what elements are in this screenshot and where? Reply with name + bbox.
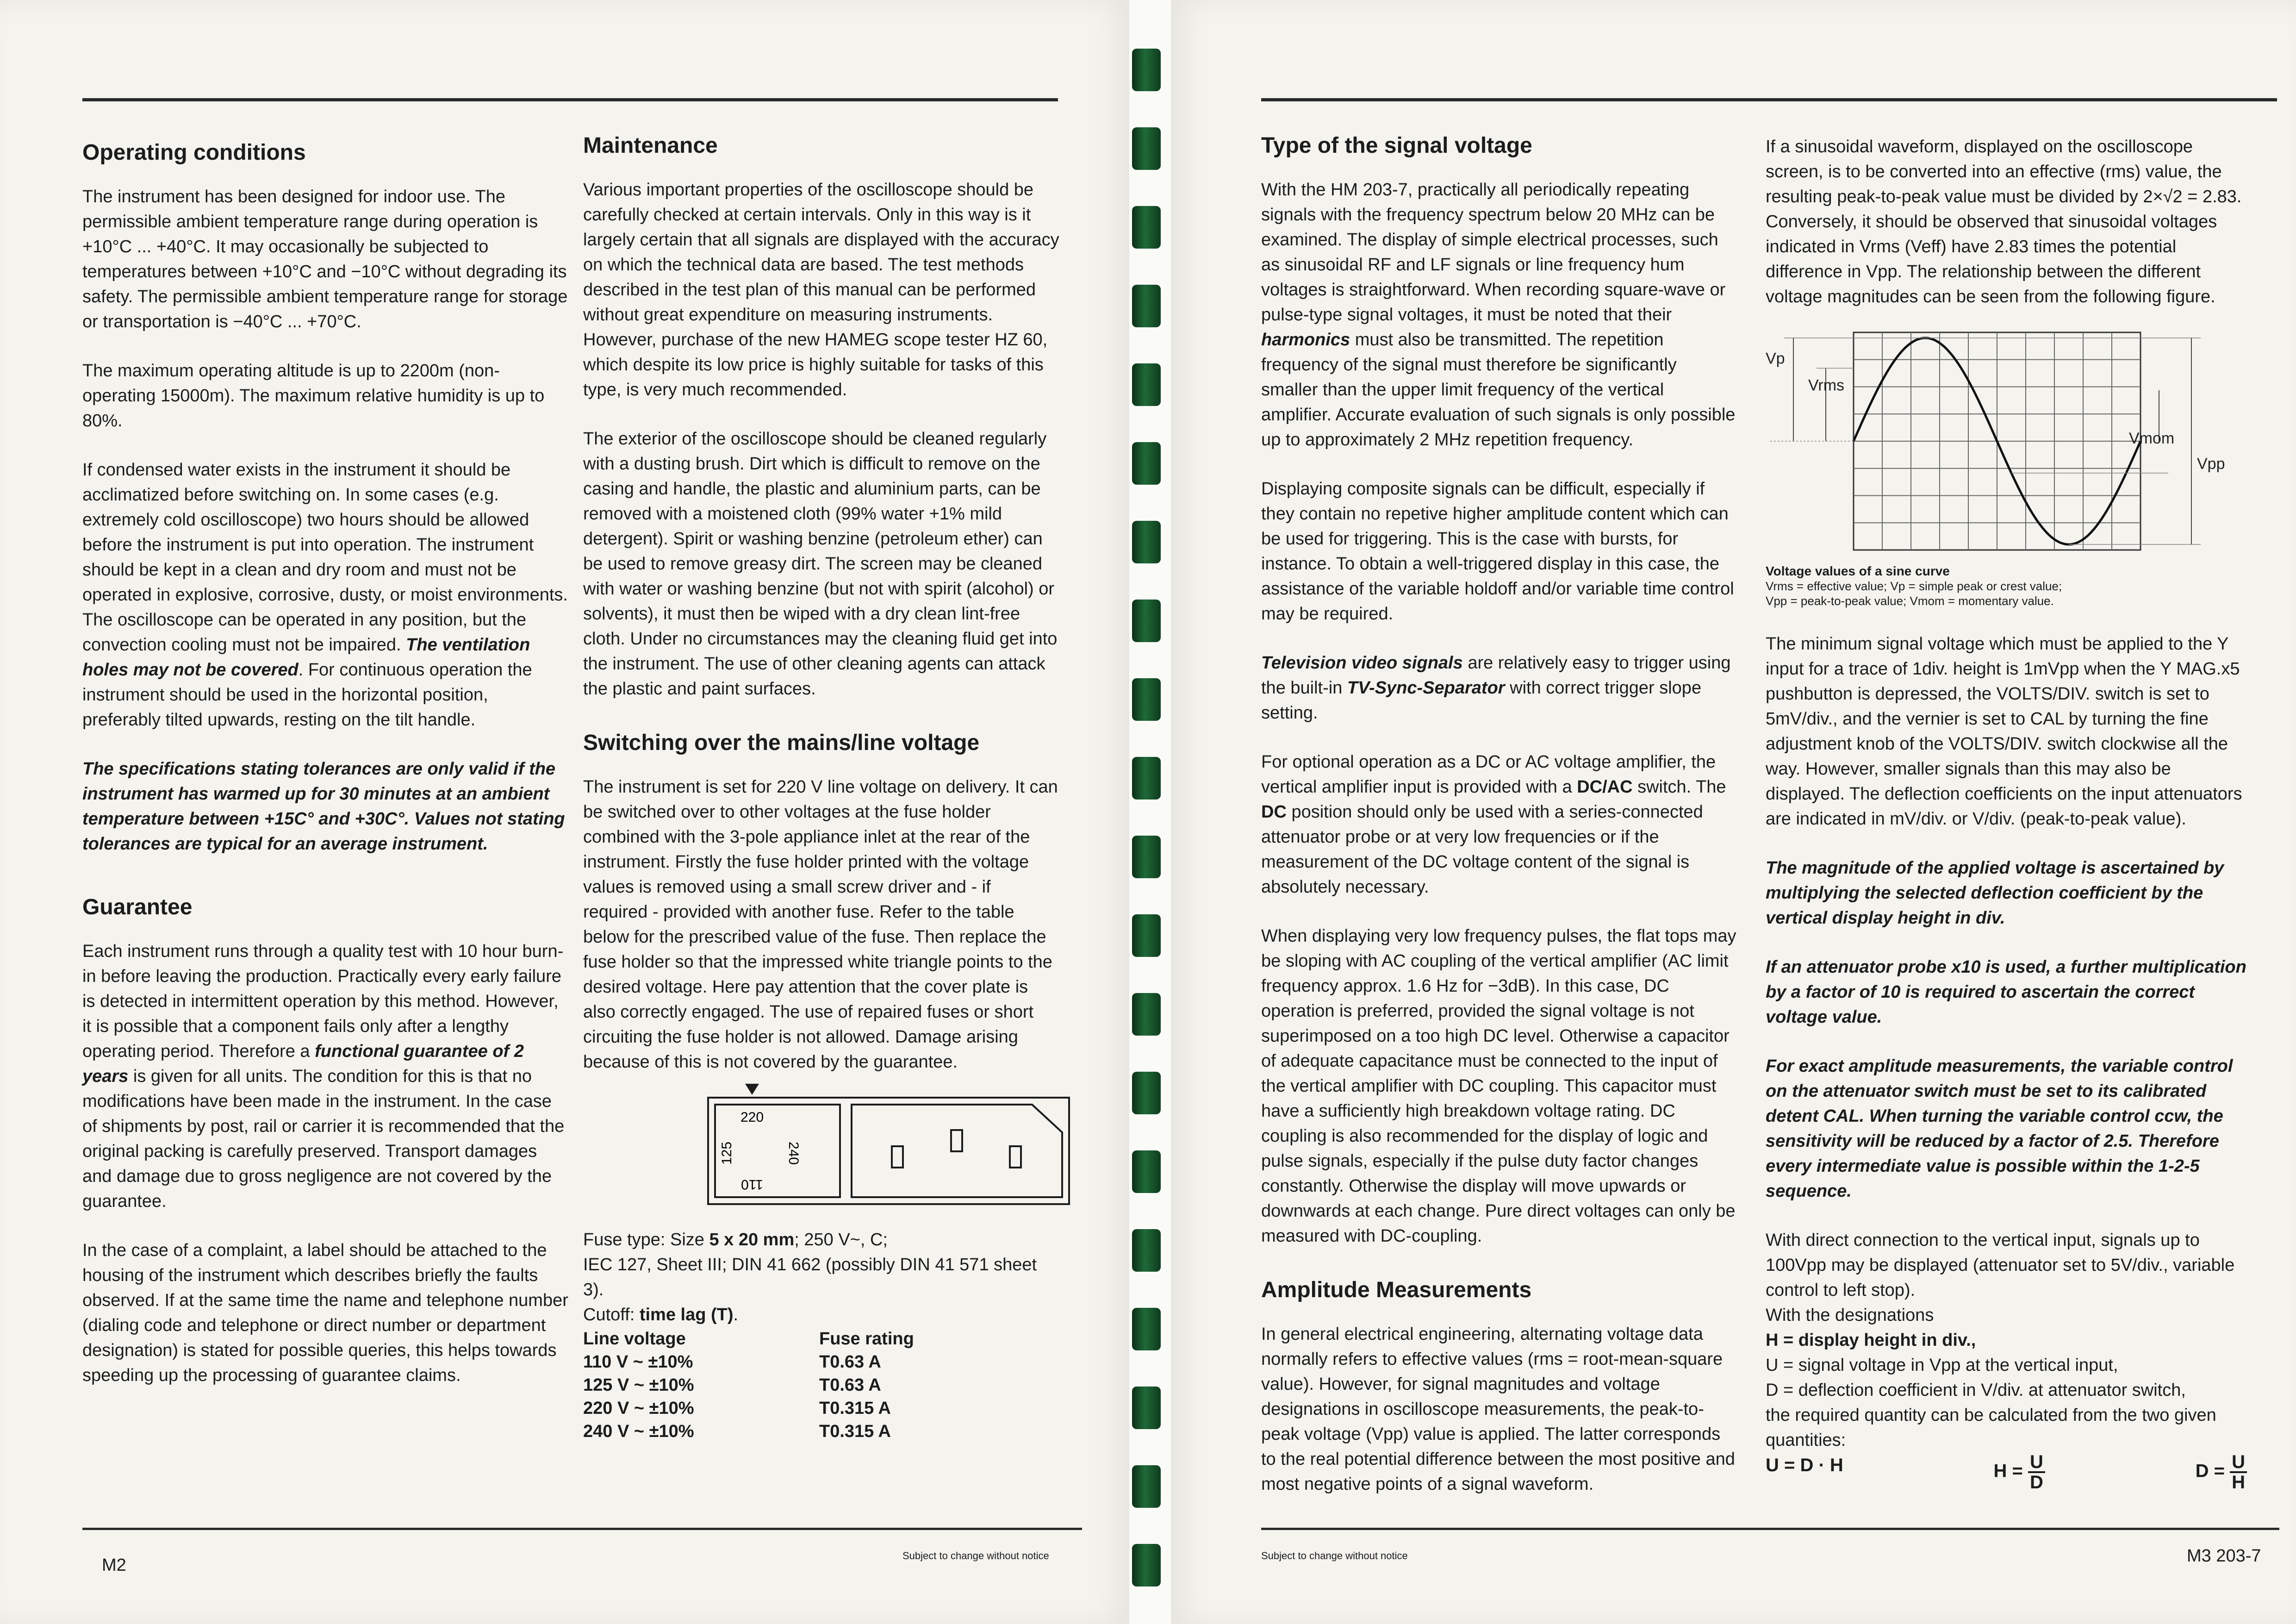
binder-ring-icon — [1132, 1072, 1161, 1114]
heading-signal-type: Type of the signal voltage — [1261, 133, 1532, 158]
table-row: 240 V ~ ±10% T0.315 A — [583, 1422, 891, 1441]
amplitude-paragraph-1: In general electrical engineering, alternating voltage data normally refers to effective values (rms = root-mean-square value). However, for signal magnitudes and voltage designations in oscilloscope measurements, the peak-to-peak voltage (Vpp) value is applied. The latter corresponds to the real potential difference between the most positive and most negative points of a signal waveform. — [1261, 1324, 1735, 1494]
col2-paragraph-2: The minimum signal voltage which must be applied to the Y input for a trace of 1div. height is 1mVpp when the Y MAG.x5 pushbutton is depressed, the VOLTS/DIV. switch is set to 5mV/div., and the vernier is set to CAL by turning the fine adjustment knob of the VOLTS/DIV. switch clockwise all the way. However, smaller signals than this may also be displayed. The deflection coefficients on the input attenuators are indicated in mV/div. or V/div. (peak-to-peak value). — [1766, 634, 2242, 829]
heading-switching: Switching over the mains/line voltage — [583, 731, 980, 755]
table-row: 220 V ~ ±10% T0.315 A — [583, 1399, 891, 1418]
footer-notice: Subject to change without notice — [902, 1550, 1049, 1562]
designation-u: U = signal voltage in Vpp at the vertical input, — [1766, 1355, 2118, 1375]
binder-ring-icon — [1132, 285, 1161, 327]
left-page — [0, 0, 1129, 1624]
binder-ring-icon — [1132, 363, 1161, 406]
operating-paragraph-4: The specifications stating tolerances are only valid if the instrument has warmed up for 30 minutes at an ambient temperature between +15C° and +30C°. Values not stating tolerances are typical for an average instrument. — [82, 759, 565, 854]
inlet-pin-left-icon — [892, 1146, 903, 1168]
maintenance-paragraph-1: Various important properties of the oscilloscope should be carefully checked at certain intervals. Only in this way is it largely certain that all signals are displayed with the accuracy on which the technical data are based. The test methods described in the test plan of this manual can be performed without great expenditure on measuring instruments. However, purchase of the new HAMEG scope tester HZ 60, which despite its low price is highly suitable for tasks of this type, is very much recommended. — [583, 180, 1059, 400]
heading-amplitude: Amplitude Measurements — [1261, 1278, 1532, 1302]
caption-title: Voltage values of a sine curve — [1766, 564, 1950, 578]
maintenance-paragraph-2: The exterior of the oscilloscope should be cleaned regularly with a dusting brush. Dirt which is difficult to remove on the casing and handle, the plastic and aluminium parts, can be removed with a moistened cloth (99% water +1% mild detergent). Spirit or washing benzine (petroleum ether) can be used to remove greasy dirt. The screen may be cleaned with water or washing benzine (but not with spirit (alcohol) or solvents), it must then be wiped with a dry clean lint-free cloth. Under no circumstances may the cleaning fluid get into the instrument. The use of other cleaning agents can attack the plastic and paint surfaces. — [583, 429, 1058, 699]
left-column-1 — [82, 139, 568, 1412]
sine-voltage-figure — [1766, 323, 2247, 564]
inlet-pin-right-icon — [1010, 1146, 1021, 1168]
page-number: M2 — [102, 1555, 126, 1575]
designation-d: D = deflection coefficient in V/div. at attenuator switch, — [1766, 1380, 2186, 1400]
binder-ring-icon — [1132, 521, 1161, 563]
binder-ring-icon — [1132, 1544, 1161, 1587]
signal-paragraph-3: Television video signals are relatively easy to trigger using the built-in TV-Sync-Separator with correct trigger slope setting. — [1261, 653, 1731, 723]
binder-ring-icon — [1132, 993, 1161, 1036]
cutoff-text: Cutoff: time lag (T). — [583, 1305, 739, 1324]
selector-triangle-icon — [745, 1084, 759, 1095]
signal-paragraph-2: Displaying composite signals can be difficult, especially if they contain no repetive higher amplitude content which can be used for triggering. This is the case with bursts, for instance. To obtain a well-triggered display in this case, the assistance of the variable holdoff and/or variable time control may be required. — [1261, 479, 1734, 624]
left-column-2 — [583, 132, 1060, 1443]
right-column-1 — [1261, 132, 1738, 1521]
col2-paragraph-4: If an attenuator probe x10 is used, a further multiplication by a factor of 10 is required to ascertain the correct voltage value. — [1766, 957, 2246, 1027]
operating-paragraph-2: The maximum operating altitude is up to 2200m (non-operating 15000m). The maximum relative humidity is up to 80%. — [82, 361, 545, 431]
designation-h: H = display height in div., — [1766, 1330, 1976, 1350]
binder-ring-icon — [1132, 1150, 1161, 1193]
binder-ring-icon — [1132, 757, 1161, 800]
fuse-holder-diagram — [699, 1084, 1078, 1209]
table-row: 125 V ~ ±10% T0.63 A — [583, 1375, 881, 1395]
label-240: 240 — [786, 1141, 801, 1165]
operating-paragraph-3: If condensed water exists in the instrument it should be acclimatized before switching on. In some cases (e.g. extremely cold oscilloscope) two hours should be allowed before the instrument is put into operation. The instrument should be kept in a clean and dry room and must not be operated in explosive, corrosive, dusty, or moist environments. The oscilloscope can be operated in any position, but the convection cooling must not be impaired. The ventilation holes may not be covered. For continuous operation the instrument should be used in the horizontal position, preferably tilted upwards, resting on the tilt handle. — [82, 460, 568, 730]
page-number: M3 203-7 — [2187, 1546, 2261, 1566]
table-header-row — [583, 1327, 914, 1350]
bottom-rule — [1261, 1528, 2279, 1530]
signal-paragraph-1: With the HM 203-7, practically all periodically repeating signals with the frequency spectrum below 20 MHz can be examined. The display of simple electrical processes, such as sinusoidal RF and LF signals or line frequency hum voltages is straightforward. When recording square-wave or pulse-type signal voltages, it must be noted that their harmonics must also be transmitted. The repetition frequency of the signal must therefore be significantly smaller than the upper limit frequency of the vertical amplifier. Accurate evaluation of such signals is only possible up to approximately 2 MHz repetition frequency. — [1261, 180, 1736, 450]
col2-paragraph-1: If a sinusoidal waveform, displayed on the oscilloscope screen, is to be converted into an effective (rms) value, the resulting peak-to-peak value must be divided by 2×√2 = 2.83. Conversely, it should be observed that sinusoidal voltages indicated in Vrms (Veff) have 2.83 times the potential difference in Vpp. The relationship between the different voltage magnitudes can be seen from the following figure. — [1766, 137, 2242, 306]
switching-paragraph-1: The instrument is set for 220 V line voltage on delivery. It can be switched over to other voltages at the fuse holder combined with the 3-pole appliance inlet at the rear of the instrument. Firstly the fuse holder printed with the voltage values is removed using a small screw driver and - if required - provided with another fuse. Refer to the table below for the prescribed value of the fuse. Then replace the fuse holder so that the impressed white triangle points to the desired voltage. Here pay attention that the cover plate is also correctly engaged. The use of repaired fuses or short circuiting the fuse holder is not allowed. Damage arising because of this is not covered by the guarantee. — [583, 777, 1058, 1072]
col2-paragraph-3: The magnitude of the applied voltage is ascertained by multiplying the selected deflection coefficient by the vertical display height in div. — [1766, 858, 2224, 928]
formula-u: U = D · H — [1766, 1455, 1843, 1475]
footer-notice: Subject to change without notice — [1261, 1550, 1408, 1562]
label-220: 220 — [740, 1110, 764, 1125]
binder-ring-icon — [1132, 127, 1161, 170]
binder-ring-icon — [1132, 836, 1161, 878]
fuse-type-text: Fuse type: Size 5 x 20 mm; 250 V~, C; IEC 127, Sheet III; DIN 41 662 (possibly DIN 41 571 sheet 3). — [583, 1230, 1037, 1299]
label-vpp: Vpp — [2197, 455, 2225, 473]
caption-line-2: Vpp = peak-to-peak value; Vmom = momentary value. — [1766, 594, 2054, 608]
heading-guarantee: Guarantee — [82, 895, 193, 919]
column-header-line-voltage: Line voltage — [583, 1329, 686, 1349]
col2-paragraph-5: For exact amplitude measurements, the variable control on the attenuator switch must be set to its calibrated detent CAL. When turning the variable control ccw, the sensitivity will be reduced by a factor of 2.5. Therefore every intermediate value is possible within the 1-2-5 sequence. — [1766, 1056, 2233, 1201]
inlet-pin-earth-icon — [951, 1130, 962, 1151]
binder-ring-icon — [1132, 1465, 1161, 1508]
signal-paragraph-4: For optional operation as a DC or AC voltage amplifier, the vertical amplifier input is provided with a DC/AC switch. The DC position should only be used with a series-connected attenuator probe or at very low frequencies or if the measurement of the DC voltage content of the signal is absolutely necessary. — [1261, 752, 1726, 897]
binder-ring-icon — [1132, 1387, 1161, 1429]
right-page — [1171, 0, 2296, 1624]
designations-intro: With the designations — [1766, 1305, 1934, 1325]
designations-outro: the required quantity can be calculated from the two given quantities: — [1766, 1405, 2216, 1450]
guarantee-paragraph-2: In the case of a complaint, a label should be attached to the housing of the instrument which describes briefly the faults observed. If at the same time the name and telephone number (dialing code and telephone or direct number or department designation) is stated for possible queries, this helps towards speeding up the processing of guarantee claims. — [82, 1241, 568, 1385]
signal-paragraph-5: When displaying very low frequency pulses, the flat tops may be sloping with AC coupling of the vertical amplifier (AC limit frequency approx. 1.6 Hz for −3dB). In this case, DC operation is preferred, provided the signal voltage is not superimposed on a too high DC level. Otherwise a capacitor of adequate capacitance must be connected to the input of the vertical amplifier with DC coupling. This capacitor must have a sufficiently high breakdown voltage rating. DC coupling is also recommended for the display of logic and pulse signals, especially if the pulse duty factor changes constantly. Otherwise the display will move upwards or downwards at each change. Pure direct voltages can only be measured with DC-coupling. — [1261, 926, 1736, 1246]
binder-ring-icon — [1132, 1229, 1161, 1272]
column-header-fuse-rating: Fuse rating — [819, 1329, 914, 1349]
label-vmom: Vmom — [2129, 430, 2175, 447]
formula-h: H = $\frac{U}{D}$ — [1994, 1453, 2045, 1492]
binder-ring-icon — [1132, 206, 1161, 249]
operating-paragraph-1: The instrument has been designed for indoor use. The permissible ambient temperature range during operation is +10°C ... +40°C. It may occasionally be subjected to temperatures between +10°C and −10°C without degrading its safety. The permissible ambient temperature range for storage or transportation is −40°C ... +70°C. — [82, 187, 568, 331]
binder-ring-icon — [1132, 49, 1161, 91]
formulas — [1766, 1453, 2247, 1492]
bottom-rule — [82, 1528, 1082, 1530]
table-row: 110 V ~ ±10% T0.63 A — [583, 1352, 881, 1372]
label-vrms: Vrms — [1808, 376, 1845, 394]
binder-ring-icon — [1132, 600, 1161, 642]
caption-line-1: Vrms = effective value; Vp = simple peak or crest value; — [1766, 579, 2062, 593]
label-vp: Vp — [1766, 350, 1785, 368]
col2-paragraph-6: With direct connection to the vertical input, signals up to 100Vpp may be displayed (attenuator set to 5V/div., variable control to left stop). — [1766, 1230, 2235, 1300]
heading-maintenance: Maintenance — [583, 133, 718, 158]
figure-caption — [1766, 564, 2247, 608]
label-110: 110 — [741, 1177, 763, 1192]
label-125: 125 — [719, 1141, 734, 1165]
binder-ring-icon — [1132, 442, 1161, 485]
fuse-rating-table — [583, 1327, 914, 1443]
heading-operating-conditions: Operating conditions — [82, 140, 306, 165]
binder-ring-icon — [1132, 914, 1161, 957]
binder-ring-icon — [1132, 678, 1161, 721]
top-rule — [1261, 98, 2277, 101]
formula-d: D = $\frac{U}{H}$ — [2196, 1453, 2247, 1492]
top-rule — [82, 98, 1058, 101]
binder-ring-icon — [1132, 1308, 1161, 1350]
right-column-2 — [1766, 134, 2247, 1492]
guarantee-paragraph-1: Each instrument runs through a quality test with 10 hour burn-in before leaving the production. Practically every early failure is detected in intermittent operation by this method. However, it is possible that a component fails only after a lengthy operating period. Therefore a functional guarantee of 2 years is given for all units. The condition for this is that no modifications have been made in the instrument. In the case of shipments by post, rail or carrier it is recommended that the original packing is carefully preserved. Transport damages and damage due to gross negligence are not covered by the guarantee. — [82, 942, 565, 1211]
